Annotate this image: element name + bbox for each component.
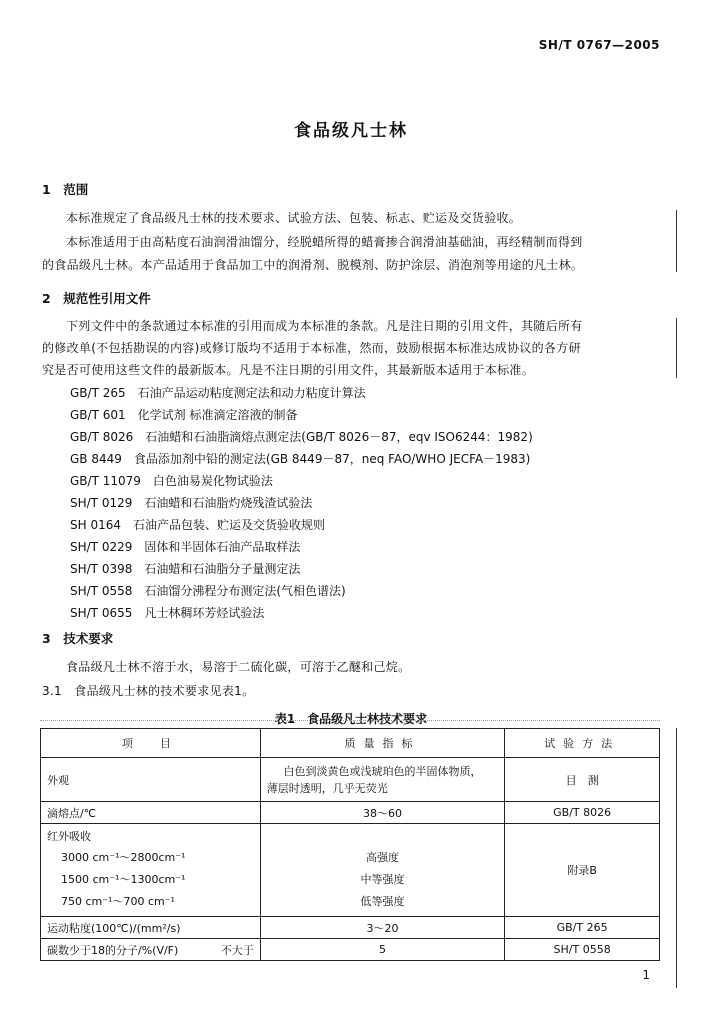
revision-bar xyxy=(676,318,677,378)
column-header-item: 项 目 xyxy=(41,729,261,758)
section-1-paragraph-2-line-1: 本标准适用于由高粘度石油润滑油馏分，经脱蜡所得的蜡膏掺合润滑油基础油，再经精制而得到 xyxy=(66,235,583,249)
revision-bar xyxy=(676,210,677,272)
table-header-row xyxy=(41,729,660,758)
row-ir-method: 附录B xyxy=(505,824,660,917)
table-row xyxy=(41,824,660,917)
reference-item: GB/T 8026 石油蜡和石油脂滴熔点测定法(GB/T 8026－87，eqv ISO6244：1982) xyxy=(70,430,533,444)
section-1-paragraph-2-line-2: 的食品级凡士林。本产品适用于食品加工中的润滑剂、脱模剂、防护涂层、消泡剂等用途的凡士林。 xyxy=(42,258,584,272)
row-viscosity-item: 运动粘度(100℃)/(mm²/s) xyxy=(41,917,261,939)
row-melting-item: 滴熔点/℃ xyxy=(41,802,261,824)
appearance-value-line-1: 白色到淡黄色或浅琥珀色的半固体物质， xyxy=(283,764,482,778)
reference-item: SH 0164 石油产品包装、贮运及交货验收规则 xyxy=(70,518,325,532)
section-2-paragraph-line-3: 究是否可使用这些文件的最新版本。凡是不注日期的引用文件，其最新版本适用于本标准。 xyxy=(42,363,535,377)
section-2-paragraph-line-2: 的修改单(不包括勘误的内容)或修订版均不适用于本标准，然而，鼓励根据本标准达成协议的各方研 xyxy=(42,341,581,355)
row-ir-item xyxy=(41,824,261,917)
reference-item: SH/T 0558 石油馏分沸程分布测定法(气相色谱法) xyxy=(70,584,346,598)
row-viscosity-method: GB/T 265 xyxy=(505,917,660,939)
ir-band-2: 1500 cm⁻¹～1300cm⁻¹ xyxy=(61,873,186,886)
row-appearance-value xyxy=(260,758,505,802)
table-caption: 表1 食品级凡士林技术要求 xyxy=(274,712,428,726)
appearance-value-line-2: 薄层时透明，几乎无荧光 xyxy=(266,781,388,795)
row-appearance-method: 目 测 xyxy=(505,758,660,802)
carbon-item-label: 碳数少于18的分子/%(V/F) xyxy=(47,943,179,957)
standard-code: SH/T 0767—2005 xyxy=(538,38,660,52)
section-1-heading: 1 范围 xyxy=(42,182,89,197)
row-appearance-item: 外观 xyxy=(41,758,261,802)
table-row xyxy=(41,802,660,824)
section-1-paragraph-1: 本标准规定了食品级凡士林的技术要求、试验方法、包装、标志、贮运及交货验收。 xyxy=(66,211,522,225)
ir-value-3: 低等强度 xyxy=(360,895,405,908)
row-ir-value xyxy=(260,824,505,917)
reference-item: SH/T 0229 固体和半固体石油产品取样法 xyxy=(70,540,301,554)
reference-item: SH/T 0655 凡士林稠环芳烃试验法 xyxy=(70,606,265,620)
reference-item: GB/T 11079 白色油易炭化物试验法 xyxy=(70,474,273,488)
column-header-method: 试验方法 xyxy=(505,729,660,758)
table-row xyxy=(41,939,660,961)
row-carbon-method: SH/T 0558 xyxy=(505,939,660,961)
section-3-1-paragraph: 3.1 食品级凡士林的技术要求见表1。 xyxy=(42,684,255,698)
table-row xyxy=(41,758,660,802)
section-2-heading: 2 规范性引用文件 xyxy=(42,291,151,306)
row-viscosity-value: 3～20 xyxy=(260,917,505,939)
spec-table xyxy=(40,728,660,961)
ir-value-1: 高强度 xyxy=(365,851,399,864)
reference-item: GB/T 601 化学试剂 标准滴定溶液的制备 xyxy=(70,408,298,422)
reference-item: SH/T 0398 石油蜡和石油脂分子量测定法 xyxy=(70,562,301,576)
row-carbon-item xyxy=(41,939,261,961)
table-top-dotted-rule xyxy=(40,720,660,721)
section-2-paragraph-line-1: 下列文件中的条款通过本标准的引用而成为本标准的条款。凡是注日期的引用文件，其随后所有 xyxy=(66,319,583,333)
reference-item: SH/T 0129 石油蜡和石油脂灼烧残渣试验法 xyxy=(70,496,313,510)
ir-value-2: 中等强度 xyxy=(360,873,405,886)
row-carbon-value: 5 xyxy=(260,939,505,961)
section-3-paragraph: 食品级凡士林不溶于水，易溶于二硫化碳，可溶于乙醚和己烷。 xyxy=(66,660,411,674)
ir-band-1: 3000 cm⁻¹～2800cm⁻¹ xyxy=(61,851,186,864)
reference-item: GB/T 265 石油产品运动粘度测定法和动力粘度计算法 xyxy=(70,386,366,400)
table-row xyxy=(41,917,660,939)
carbon-limit-note: 不大于 xyxy=(220,943,254,957)
revision-bar xyxy=(676,728,677,988)
reference-item: GB 8449 食品添加剂中铅的测定法(GB 8449－87，neq FAO/WHO JECFA－1983) xyxy=(70,452,531,466)
ir-item-label: 红外吸收 xyxy=(47,830,91,843)
column-header-value: 质量指标 xyxy=(260,729,505,758)
page-number: 1 xyxy=(642,968,650,982)
ir-band-3: 750 cm⁻¹～700 cm⁻¹ xyxy=(61,895,175,908)
row-melting-method: GB/T 8026 xyxy=(505,802,660,824)
document-title: 食品级凡士林 xyxy=(294,121,408,141)
row-melting-value: 38～60 xyxy=(260,802,505,824)
section-3-heading: 3 技术要求 xyxy=(42,631,114,646)
